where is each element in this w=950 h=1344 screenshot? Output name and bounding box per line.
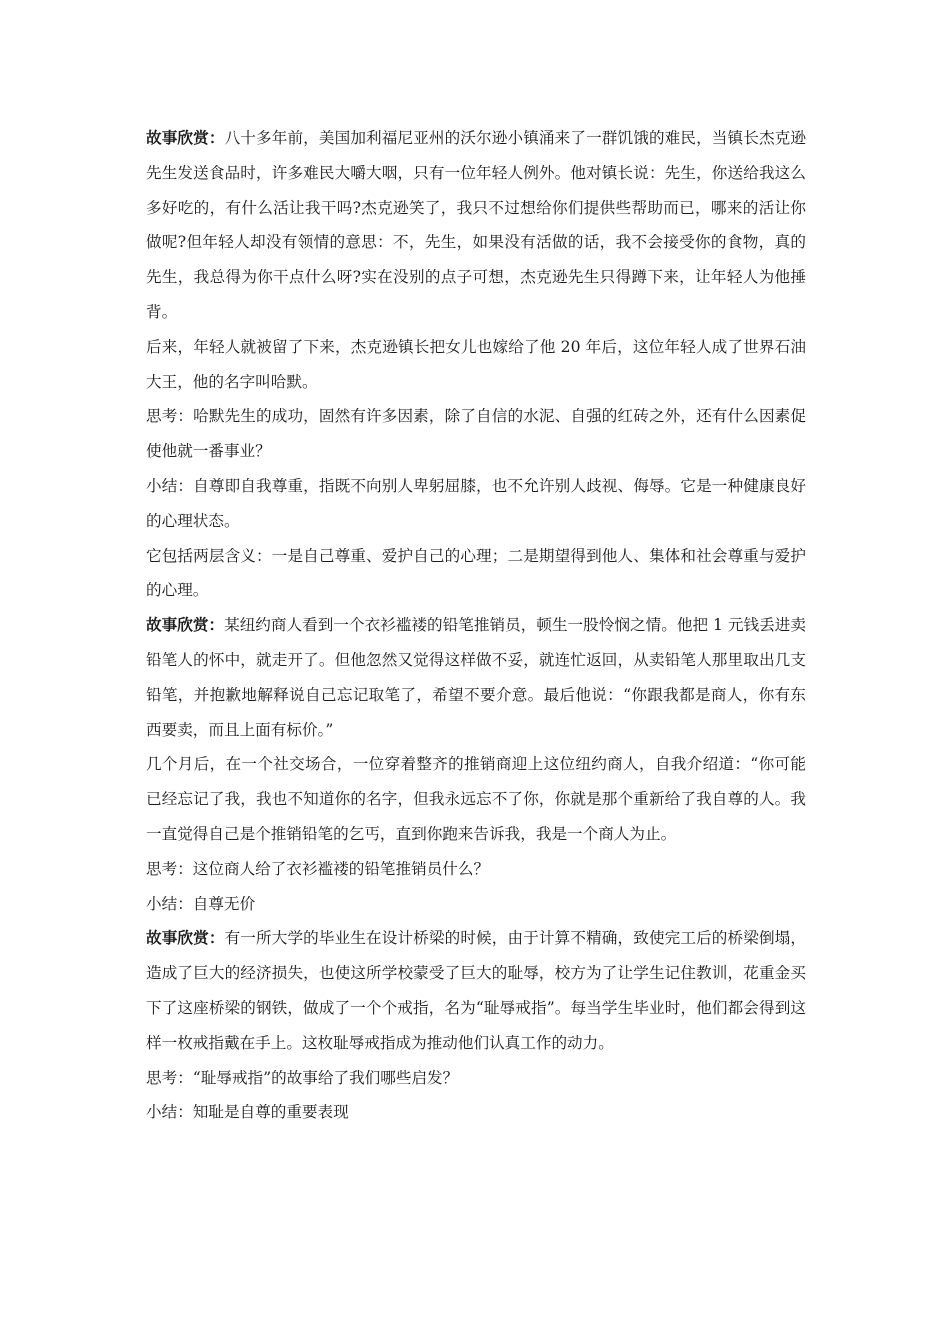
paragraph-text: 几个月后，在一个社交场合，一位穿着整齐的推销商迎上这位纽约商人，自我介绍道：“你可能已经忘记了我，我也不知道你的名字，但我永远忘不了你，你就是那个重新给了我自尊的人。我一直觉得自己是个推销铅笔的乞丐，直到你跑来告诉我，我是一个商人为止。 [146, 755, 806, 843]
thinking-paragraph [146, 399, 806, 469]
thinking-paragraph [146, 1061, 806, 1096]
section-label: 故事欣赏： [146, 615, 225, 635]
summary-paragraph [146, 1095, 806, 1130]
story-paragraph [146, 608, 806, 747]
paragraph-text: 小结：自尊无价 [146, 894, 256, 913]
paragraph-text: 思考：“耻辱戒指”的故事给了我们哪些启发？ [146, 1068, 459, 1087]
paragraph-text: 它包括两层含义：一是自己尊重、爱护自己的心理；二是期望得到他人、集体和社会尊重与爱护的心理。 [146, 546, 806, 600]
paragraph-text: 小结：知耻是自尊的重要表现 [146, 1103, 349, 1122]
paragraph-text: 后来，年轻人就被留了下来，杰克逊镇长把女儿也嫁给了他 20 年后，这位年轻人成了世界石油大王，他的名字叫哈默。 [146, 337, 806, 391]
story-paragraph [146, 747, 806, 851]
paragraph-text: 思考：这位商人给了衣衫褴褛的铅笔推销员什么？ [146, 859, 490, 878]
paragraph-text: 思考：哈默先生的成功，固然有许多因素，除了自信的水泥、自强的红砖之外，还有什么因素促使他就一番事业？ [146, 407, 806, 461]
section-label: 故事欣赏： [146, 928, 225, 948]
section-label: 故事欣赏： [146, 128, 225, 147]
summary-paragraph [146, 469, 806, 539]
summary-paragraph [146, 887, 806, 922]
paragraph-text: 小结：自尊即自我尊重，指既不向别人卑躬屈膝，也不允许别人歧视、侮辱。它是一种健康良好的心理状态。 [146, 476, 806, 530]
paragraph-text: 八十多年前，美国加利福尼亚州的沃尔逊小镇涌来了一群饥饿的难民，当镇长杰克逊先生发送食品时，许多难民大嚼大咽，只有一位年轻人例外。他对镇长说：先生，你送给我这么多好吃的，有什么活让我干吗?杰克逊笑了，我只不过想给你们提供些帮助而已，哪来的活让你做呢?但年轻人却没有领情的意思：不，先生，如果没有活做的话，我不会接受你的食物，真的先生，我总得为你干点什么呀?实在没别的点子可想，杰克逊先生只得蹲下来，让年轻人为他捶背。 [146, 129, 806, 321]
story-paragraph [146, 921, 806, 1060]
paragraph-text: 某纽约商人看到一个衣衫褴褛的铅笔推销员，顿生一股怜悯之情。他把 1 元钱丢进卖铅笔人的怀中，就走开了。但他忽然又觉得这样做不妥，就连忙返回，从卖铅笔人那里取出几支铅笔，并抱歉地解释说自己忘记取笔了，希望不要介意。最后他说：“你跟我都是商人，你有东西要卖，而且上面有标价。” [146, 616, 806, 739]
paragraph-text: 有一所大学的毕业生在设计桥梁的时候，由于计算不精确，致使完工后的桥梁倒塌，造成了巨大的经济损失，也使这所学校蒙受了巨大的耻辱，校方为了让学生记住教训，花重金买下了这座桥梁的钢铁，做成了一个个戒指，名为“耻辱戒指”。每当学生毕业时，他们都会得到这样一枚戒指戴在手上。这枚耻辱戒指成为推动他们认真工作的动力。 [146, 929, 806, 1052]
summary-paragraph [146, 539, 806, 609]
thinking-paragraph [146, 852, 806, 887]
document-body [146, 121, 806, 1130]
story-paragraph [146, 330, 806, 400]
story-paragraph [146, 121, 806, 330]
